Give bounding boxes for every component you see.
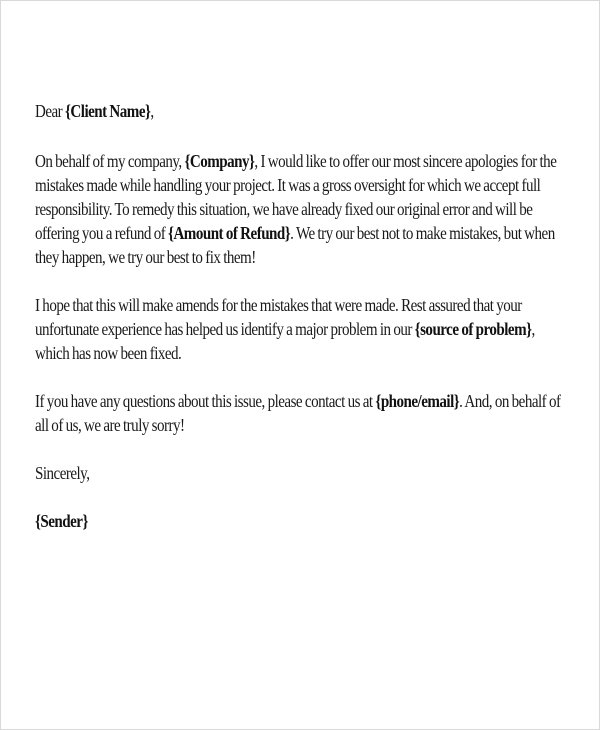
salutation-prefix: Dear <box>35 101 66 121</box>
paragraph-apology <box>35 149 565 269</box>
signature <box>35 509 565 533</box>
paragraph-amends <box>35 293 565 365</box>
source-of-problem-placeholder: {source of problem} <box>414 319 532 339</box>
salutation <box>35 99 565 123</box>
paragraph-text: If you have any questions about this issue, please contact us at <box>35 391 376 411</box>
paragraph-text: On behalf of my company, <box>35 151 185 171</box>
paragraph-contact <box>35 389 565 437</box>
client-name-placeholder: {Client Name} <box>65 101 151 121</box>
paragraph-text: , which has now been fixed. <box>35 319 535 363</box>
paragraph-text: . And, on behalf of all of us, we are truly sorry! <box>35 391 561 435</box>
phone-email-placeholder: {phone/email} <box>375 391 460 411</box>
salutation-suffix: , <box>150 101 154 121</box>
apology-letter <box>35 99 565 557</box>
sender-placeholder: {Sender} <box>35 511 88 531</box>
paragraph-text: , I would like to offer our most sincere apologies for the mistakes made while handling your project. It was a gross oversight for which we accept full responsibility. To remedy this situation, we have already fixed our original error and will be offering you a refund of <box>35 151 557 243</box>
paragraph-text: I hope that this will make amends for the mistakes that were made. Rest assured that your unfortunate experience has helped us identify a major problem in our <box>35 295 522 339</box>
refund-amount-placeholder: {Amount of Refund} <box>168 223 291 243</box>
company-placeholder: {Company} <box>184 151 255 171</box>
paragraph-text: . We try our best not to make mistakes, but when they happen, we try our best to fix them! <box>35 223 555 267</box>
closing: Sincerely, <box>35 463 90 483</box>
